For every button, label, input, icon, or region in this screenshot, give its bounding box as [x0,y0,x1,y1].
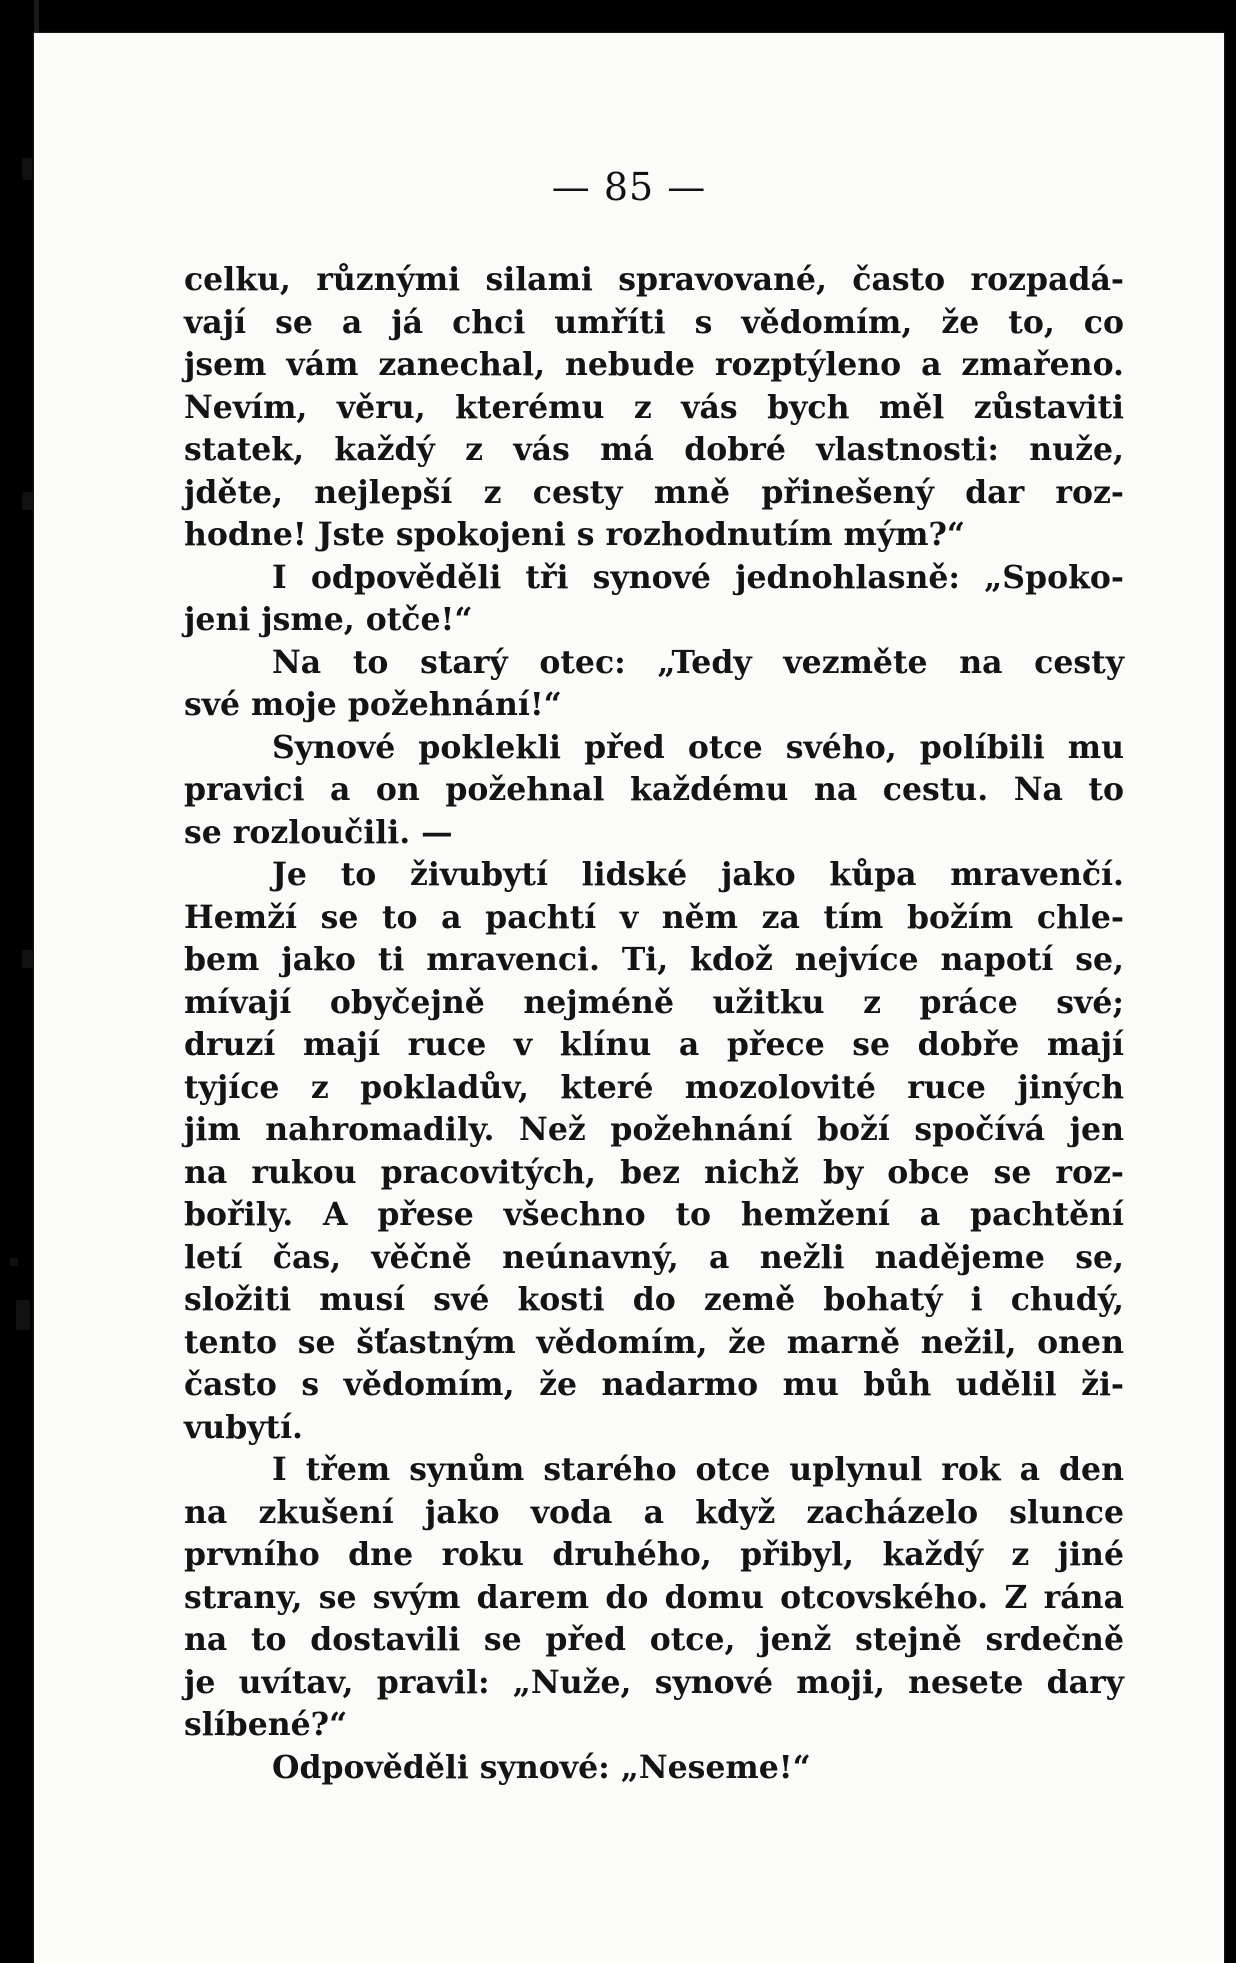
text-line: tento se šťastným vědomím, že marně nežil, onen [184,1323,1124,1361]
text-line: na to dostavili se před otce, jenž stejně srdečně [184,1621,1124,1658]
text-line: na rukou pracovitých, bez nichž by obce se roz- [184,1153,1124,1191]
text-line: Synové poklekli před otce svého, políbili mu [272,728,1124,766]
text-line: jim nahromadily. Než požehnání boží spočívá jen [184,1111,1124,1148]
text-line: hodne! Jste spokojeni s rozhodnutím mým?“ [184,516,966,553]
text-line: bem jako ti mravenci. Ti, kdož nejvíce napotí se, [184,941,1124,978]
text-line: je uvítav, pravil: „Nuže, synové moji, nesete dary [184,1663,1124,1701]
body-text [184,259,1124,1789]
text-line: jsem vám zanechal, nebude rozptýleno a zmařeno. [184,346,1124,383]
text-line: slíbené?“ [184,1706,348,1743]
text-line: Nevím, věru, kterému z vás bych měl zůstaviti [184,388,1124,426]
text-line: na zkušení jako voda a když zacházelo slunce [184,1493,1124,1531]
text-line: jděte, nejlepší z cesty mně přinešený dar roz- [184,473,1124,511]
binding-mark [22,158,32,180]
text-line: složiti musí své kosti do země bohatý i chudý, [184,1281,1124,1318]
binding-mark [16,1300,30,1330]
binding-mark [10,1258,18,1266]
text-line: celku, různými silami spravované, často rozpadá- [184,261,1124,298]
text-line: pravici a on požehnal každému na cestu. Na to [184,771,1124,808]
text-line: letí čas, věčně neúnavný, a nežli nadějeme se, [184,1238,1124,1276]
text-line: Odpověděli synové: „Neseme!“ [272,1748,811,1786]
book-page [34,33,1224,1963]
text-line: často s vědomím, že nadarmo mu bůh udělil ži- [184,1366,1124,1403]
text-line: jeni jsme, otče!“ [184,601,473,638]
text-line: tyjíce z pokladův, které mozolovité ruce jiných [184,1068,1124,1106]
text-line: Hemží se to a pachtí v něm za tím božím chle- [184,898,1124,936]
text-line: Na to starý otec: „Tedy vezměte na cesty [272,643,1124,681]
text-line: I třem synům starého otce uplynul rok a den [272,1451,1124,1488]
text-line: druzí mají ruce v klínu a přece se dobře mají [184,1026,1124,1063]
text-line: Je to živubytí lidské jako kůpa mravenčí. [272,856,1124,893]
binding-mark [22,492,34,510]
page-number: — 85 — [551,165,707,209]
text-line: své moje požehnání!“ [184,686,562,723]
text-line: I odpověděli tři synové jednohlasně: „Spoko- [272,558,1124,596]
binding-mark [22,950,34,968]
text-line: se rozloučili. — [184,813,453,851]
text-line: bořily. A přese všechno to hemžení a pachtění [184,1196,1124,1233]
text-line: statek, každý z vás má dobré vlastnosti: nuže, [184,431,1124,468]
text-line: mívají obyčejně nejméně užitku z práce své; [184,983,1124,1021]
text-line: strany, se svým darem do domu otcovského. Z rána [184,1578,1124,1616]
text-line: vají se a já chci umříti s vědomím, že to, co [184,303,1124,341]
text-line: prvního dne roku druhého, přibyl, každý z jiné [184,1536,1124,1573]
text-line: vubytí. [184,1408,304,1446]
